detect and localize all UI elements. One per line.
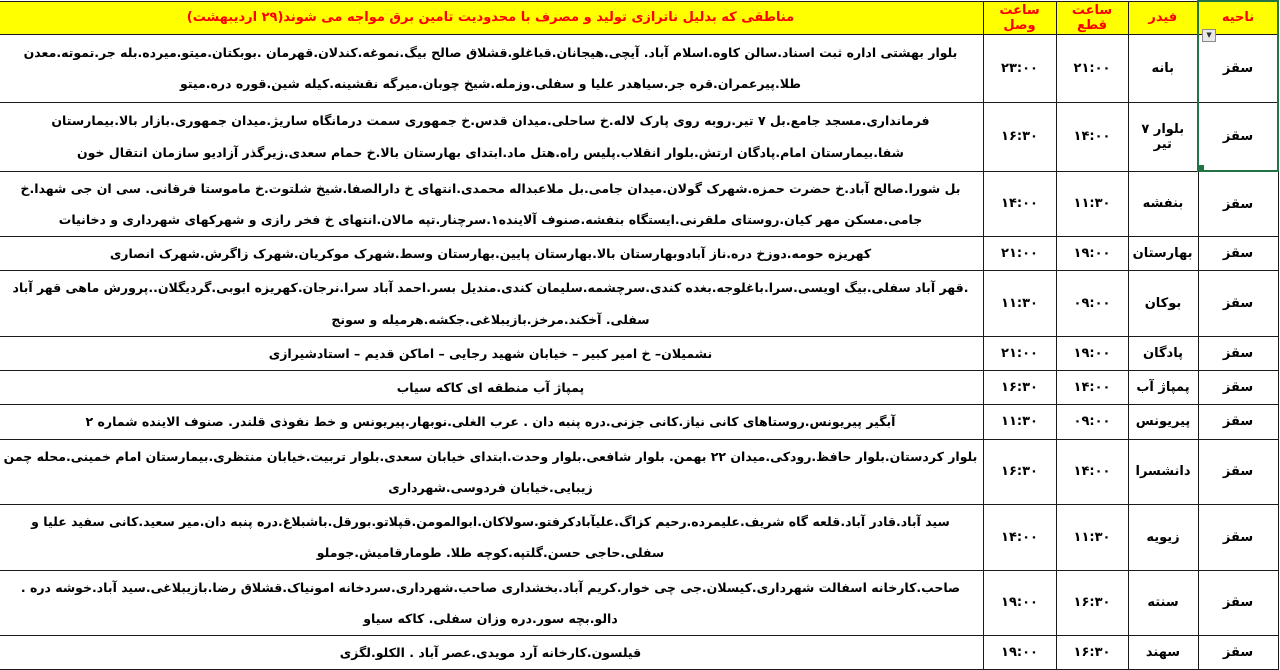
autofilter-dropdown-icon[interactable]: ▼ (1203, 29, 1217, 42)
reconnect-time-cell[interactable]: ۱۹:۰۰ (984, 570, 1057, 636)
table-row (0, 237, 1279, 271)
areas-cell[interactable]: قیلسون.کارخانه آرد مویدی.عصر آباد . الکلو.لگزی (0, 636, 984, 670)
areas-cell[interactable]: بل شورا.صالح آباد.خ حضرت حمزه.شهرک گولان.میدان جامی.بل ملاعبداله محمدی.انتهای خ دارالصفا.شیخ شلتوت.خ ماموستا فرقانی. سی ان جی شهدا.خ جامی.مسکن مهر کیان.روستای ملقرنی.ایستگاه بنفشه.صنوف آلاینده۱.سرچنار.تپه مالان.انتهای خ فخر رازی و شهرکهای شهرداری و دخانیات (0, 171, 984, 237)
reconnect-time-cell[interactable]: ۱۹:۰۰ (984, 636, 1057, 670)
feeder-cell[interactable]: بوکان (1129, 271, 1199, 337)
region-cell[interactable]: سقز (1199, 102, 1279, 171)
reconnect-time-cell[interactable]: ۱۴:۰۰ (984, 505, 1057, 571)
cut-time-cell[interactable]: ۰۹:۰۰ (1057, 271, 1129, 337)
region-header-label: ناحیه (1222, 10, 1256, 26)
table-row (0, 336, 1279, 370)
cut-time-cell[interactable]: ۱۴:۰۰ (1057, 371, 1129, 405)
table-row (0, 439, 1279, 505)
reconnect-time-cell[interactable]: ۱۱:۳۰ (984, 405, 1057, 439)
region-cell[interactable]: سقز (1199, 439, 1279, 505)
areas-cell[interactable]: پمپاژ آب منطقه ای کاکه سیاب (0, 371, 984, 405)
feeder-cell[interactable]: پادگان (1129, 336, 1199, 370)
table-row (0, 271, 1279, 337)
table-row (0, 505, 1279, 571)
areas-cell[interactable]: کهریزه حومه.دوزخ دره.ناز آبادوبهارستان بالا.بهارستان پایین.بهارستان وسط.شهرک موکریان.شهرک زاگرش.شهرک انصاری (0, 237, 984, 271)
feeder-cell[interactable]: سنته (1129, 570, 1199, 636)
column-header-feeder[interactable]: فیدر (1129, 1, 1199, 34)
cut-time-cell[interactable]: ۱۴:۰۰ (1057, 102, 1129, 171)
cut-time-cell[interactable]: ۱۴:۰۰ (1057, 439, 1129, 505)
cut-time-cell[interactable]: ۰۹:۰۰ (1057, 405, 1129, 439)
cut-time-cell[interactable]: ۱۹:۰۰ (1057, 336, 1129, 370)
reconnect-time-cell[interactable]: ۱۶:۳۰ (984, 439, 1057, 505)
areas-cell[interactable]: آبگیر پیریونس.روستاهای کانی نیاز.کانی جزنی.دره پنبه دان . عرب الغلی.نوبهار.پیریونس و خط نفوذی قلندر. صنوف الاینده شماره ۲ (0, 405, 984, 439)
column-header-region[interactable] (1199, 1, 1279, 39)
feeder-cell[interactable]: بهارستان (1129, 237, 1199, 271)
table-row (0, 570, 1279, 636)
cut-time-cell[interactable]: ۲۱:۰۰ (1057, 34, 1129, 102)
cut-time-cell[interactable]: ۱۶:۳۰ (1057, 636, 1129, 670)
table-row (0, 34, 1279, 102)
region-cell[interactable]: سقز (1199, 405, 1279, 439)
region-cell[interactable]: سقز (1199, 570, 1279, 636)
reconnect-time-cell[interactable]: ۱۱:۳۰ (984, 271, 1057, 337)
feeder-cell[interactable]: بنفشه (1129, 171, 1199, 237)
region-cell[interactable]: سقز (1199, 636, 1279, 670)
column-header-reconnect-time[interactable]: ساعت وصل (984, 1, 1057, 34)
table-row (0, 371, 1279, 405)
region-cell[interactable]: سقز (1199, 505, 1279, 571)
table-row (0, 636, 1279, 670)
reconnect-time-cell[interactable]: ۲۳:۰۰ (984, 34, 1057, 102)
cut-time-cell[interactable]: ۱۶:۳۰ (1057, 570, 1129, 636)
table-row (0, 171, 1279, 237)
reconnect-time-cell[interactable]: ۱۶:۳۰ (984, 371, 1057, 405)
region-cell[interactable]: سقز (1199, 171, 1279, 237)
feeder-cell[interactable]: پمپاژ آب (1129, 371, 1199, 405)
reconnect-time-cell[interactable]: ۱۴:۰۰ (984, 171, 1057, 237)
feeder-cell[interactable]: سهند (1129, 636, 1199, 670)
region-cell[interactable]: سقز (1199, 237, 1279, 271)
areas-cell[interactable]: .قهر آباد سفلی.بیگ اویسی.سرا.باغلوجه.بغده کندی.سرچشمه.سلیمان کندی.مندیل بسر.احمد آباد سرا.نرجان.کهریزه ابوبی.گردیگلان..پرورش ماهی قهر آباد سفلی. آخکند.مرخز.بازیبلاغی.جکشه.هرمیله و سونج (0, 271, 984, 337)
reconnect-time-cell[interactable]: ۱۶:۳۰ (984, 102, 1057, 171)
feeder-cell[interactable]: بلوار ۷ تیر (1129, 102, 1199, 171)
region-cell[interactable]: سقز (1199, 336, 1279, 370)
region-cell[interactable]: سقز (1199, 271, 1279, 337)
cut-time-cell[interactable]: ۱۹:۰۰ (1057, 237, 1129, 271)
table-row (0, 405, 1279, 439)
areas-cell[interactable]: فرمانداری.مسجد جامع.بل ۷ تیر.روبه روی پارک لاله.خ ساحلی.میدان قدس.خ جمهوری سمت درمانگاه ساریژ.میدان جمهوری.بازار بالا.بیمارستان شفا.بیمارستان امام.پادگان ارتش.بلوار انقلاب.پلیس راه.هتل ماد.ابتدای بهارستان بالا.خ حمام سعدی.زیرگذر آزادیو سازمان انتقال خون (0, 102, 984, 171)
areas-cell[interactable]: سید آباد.قادر آباد.قلعه گاه شریف.علیمرده.رحیم کزاگ.علیآبادکرفتو.سولاکان.ابوالمومن.قپلاتو.بورقل.باشبلاغ.دره پنبه دان.میر سعید.کانی سفید علیا و سفلی.حاجی حسن.گلتپه.کوچه طلا. طومارقامیش.جوملو (0, 505, 984, 571)
areas-cell[interactable]: نشمیلان– خ امیر کبیر – خیابان شهید رجایی – اماکن قدیم – استادشیرازی (0, 336, 984, 370)
reconnect-time-cell[interactable]: ۲۱:۰۰ (984, 336, 1057, 370)
areas-cell[interactable]: بلوار بهشتی اداره ثبت اسناد.سالن کاوه.اسلام آباد. آیچی.هیجانان.قباغلو.قشلاق صالح بیگ.نموغه.کندلان.قهرمان .بوبکتان.میتو.میرده.بله جر.تموته.معدن طلا.پیرعمران.قره جر.سیاهدر علیا و سفلی.وزمله.شیخ چوبان.میرگه نقشینه.کیله شین.قوره دره.میتو (0, 34, 984, 102)
region-cell[interactable]: سقز (1199, 371, 1279, 405)
column-header-cut-time[interactable]: ساعت قطع (1057, 1, 1129, 34)
feeder-cell[interactable]: بانه (1129, 34, 1199, 102)
table-title: مناطقی که بدلیل ناترازی تولید و مصرف با محدودیت تامین برق مواجه می شوند(۲۹ اردیبهشت) (0, 1, 984, 34)
feeder-cell[interactable]: زیویه (1129, 505, 1199, 571)
reconnect-time-cell[interactable]: ۲۱:۰۰ (984, 237, 1057, 271)
region-cell[interactable]: سقز (1199, 34, 1279, 102)
feeder-cell[interactable]: دانشسرا (1129, 439, 1199, 505)
table-row (0, 102, 1279, 171)
cut-time-cell[interactable]: ۱۱:۳۰ (1057, 505, 1129, 571)
table-header-row (0, 1, 1279, 34)
areas-cell[interactable]: صاحب.کارخانه اسفالت شهرداری.کیسلان.جی چی خوار.کریم آباد.بخشداری صاحب.شهرداری.سردخانه امونیاک.قشلاق رضا.بازیبلاغی.سید آباد.خوشه دره . دالو.بچه سور.دره وزان سفلی. کاکه سیاو (0, 570, 984, 636)
feeder-cell[interactable]: پیریونس (1129, 405, 1199, 439)
cut-time-cell[interactable]: ۱۱:۳۰ (1057, 171, 1129, 237)
areas-cell[interactable]: بلوار کردستان.بلوار حافظ.رودکی.میدان ۲۲ بهمن. بلوار شافعی.بلوار وحدت.ابتدای خیابان سعدی.بلوار تربیت.خیابان منتظری.بیمارستان امام خمینی.محله چمن زیبایی.خیابان فردوسی.شهرداری (0, 439, 984, 505)
